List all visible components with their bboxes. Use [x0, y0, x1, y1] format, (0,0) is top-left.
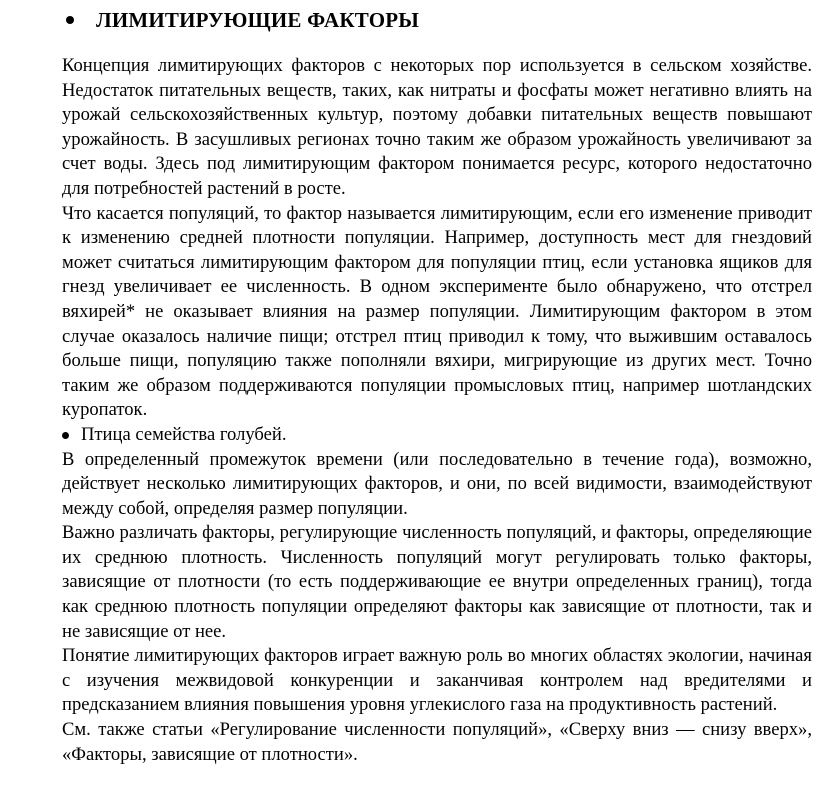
paragraph-ecology: Понятие лимитирующих факторов играет важную роль во многих областях экологии, начиная с изучения межвидовой конкуренции и заканчивая контролем над вредителями и предсказанием влияния повышения уровня углекислого газа на продуктивность растений.	[62, 645, 812, 716]
section-heading	[62, 4, 812, 36]
paragraph-regulation: Важно различать факторы, регулирующие численность популяций, и факторы, определяющие их среднюю плотность. Численность популяций могут регулировать только факторы, зависящие от плотности (то есть поддерживающие ее внутри определенных границ), тогда как среднюю плотность популяции определяют факторы как зависящие от плотности, так и не зависящие от нее.	[62, 522, 812, 642]
document-page	[62, 0, 812, 767]
document-body	[62, 54, 812, 767]
footnote	[62, 423, 812, 448]
footnote-bullet-icon	[62, 432, 69, 439]
paragraph-multiple-factors: В определенный промежуток времени (или последовательно в течение года), возможно, действует несколько лимитирующих факторов, и они, по всей видимости, взаимодействуют между собой, определяя размер популяции.	[62, 448, 812, 519]
paragraph-agriculture: Концепция лимитирующих факторов с некоторых пор используется в сельском хозяйстве. Недостаток питательных веществ, таких, как нитраты и фосфаты может негативно влиять на урожай сельскохозяйственных культур, поэтому добавки питательных веществ повышают урожайность. В засушливых регионах точно таким же образом урожайность увеличивают за счет воды. Здесь под лимитирующим фактором понимается ресурс, которого недостаточно для потребностей растений в росте.	[62, 55, 812, 199]
heading-title: ЛИМИТИРУЮЩИЕ ФАКТОРЫ	[96, 7, 420, 32]
paragraph-populations: Что касается популяций, то фактор называется лимитирующим, если его изменение приводит к изменению средней плотности популяции. Например, доступность мест для гнездовий может считаться лимитирующим фактором для популяции птиц, если установка ящиков для гнезд увеличивает ее численность. В одном эксперименте было обнаружено, что отстрел вяхирей* не оказывает влияния на размер популяции. Лимитирующим фактором в этом случае оказалось наличие пищи; отстрел птиц приводил к тому, что выжившим оставалось больше пищи, популяцию также пополняли вяхири, мигрирующие из других мест. Точно таким же образом поддерживаются популяции промысловых птиц, например шотландских куропаток.	[62, 202, 812, 421]
footnote-text: Птица семейства голубей.	[81, 423, 287, 445]
bullet-dot-icon	[66, 16, 74, 24]
paragraph-see-also: См. также статьи «Регулирование численности популяций», «Сверху вниз — снизу вверх», «Факторы, зависящие от плотности».	[62, 719, 812, 765]
